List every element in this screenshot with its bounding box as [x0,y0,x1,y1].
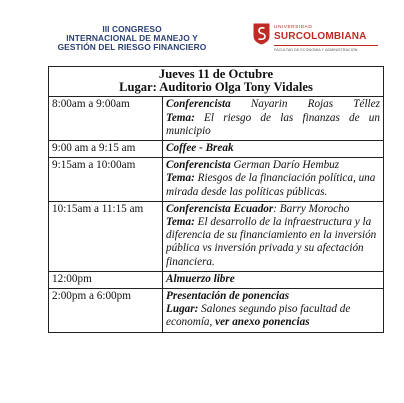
detail-cell [163,289,384,333]
place-label: Lugar: [166,303,199,316]
annex-note: ver anexo ponencias [215,316,310,329]
university-small-label: UNIVERSIDAD [274,25,313,30]
speaker-label: Conferencista [166,159,231,172]
place-title: Lugar: Auditorio Olga Tony Vidales [119,80,313,95]
detail-cell [163,97,384,141]
schedule-table [48,66,384,333]
university-logo [253,22,383,62]
session-title: Almuerzo libre [166,272,235,285]
table-row [49,97,384,141]
topic-label: Tema: [166,216,195,229]
place-text: Salones segundo piso facultad de economía, [166,303,351,329]
congress-title-line3: GESTIÓN DEL RIESGO FINANCIERO [57,42,207,52]
time-cell: 12:00pm [49,271,163,288]
topic-label: Tema: [166,172,195,185]
topic-text: El riesgo de las finanzas de un municipio [166,111,380,137]
congress-title [48,25,216,52]
topic-text: Riesgos de la financiación política, una mirada desde las políticas públicas. [166,172,376,198]
topic-text: El desarrollo de la infraestructura y la diferencia de su financiamiento en la inversión pública vs inversión privada y su afectación financiera. [166,216,377,268]
logo-divider [274,45,378,46]
congress-title-line1: III CONGRESO [102,24,162,34]
congress-title-line2: INTERNACIONAL DE MANEJO Y [66,33,198,43]
day-title: Jueves 11 de Octubre [158,67,274,81]
time-cell: 10:15am a 11:15 am [49,201,163,271]
time-cell: 8:00am a 9:00am [49,97,163,141]
detail-cell [163,141,384,158]
faculty-label: FACULTAD DE ECONOMÍA Y ADMINISTRACIÓN [274,48,358,52]
speaker-name: : Barry Morocho [273,202,350,215]
session-title: Presentación de ponencias [166,290,290,303]
detail-cell [163,158,384,202]
shield-icon [253,23,270,45]
session-title: Coffee - Break [166,142,234,155]
table-row [49,141,384,158]
detail-cell [163,271,384,288]
time-cell: 9:15am a 10:00am [49,158,163,202]
page-header [0,0,404,66]
university-name: SURCOLOMBIANA [274,31,367,42]
detail-cell [163,201,384,271]
table-row [49,201,384,271]
time-cell: 2:00pm a 6:00pm [49,289,163,333]
speaker-label: Conferencista [166,98,231,111]
heading-row [49,67,384,97]
topic-label: Tema: [166,111,195,124]
speaker-name: German Darío Hembuz [230,159,340,172]
table-row [49,271,384,288]
table-row [49,158,384,202]
heading-cell [49,67,384,97]
time-cell: 9:00 am a 9:15 am [49,141,163,158]
speaker-label: Conferencista Ecuador [166,202,274,215]
speaker-name: Nayarin Rojas Téllez [230,98,380,111]
table-row [49,289,384,333]
